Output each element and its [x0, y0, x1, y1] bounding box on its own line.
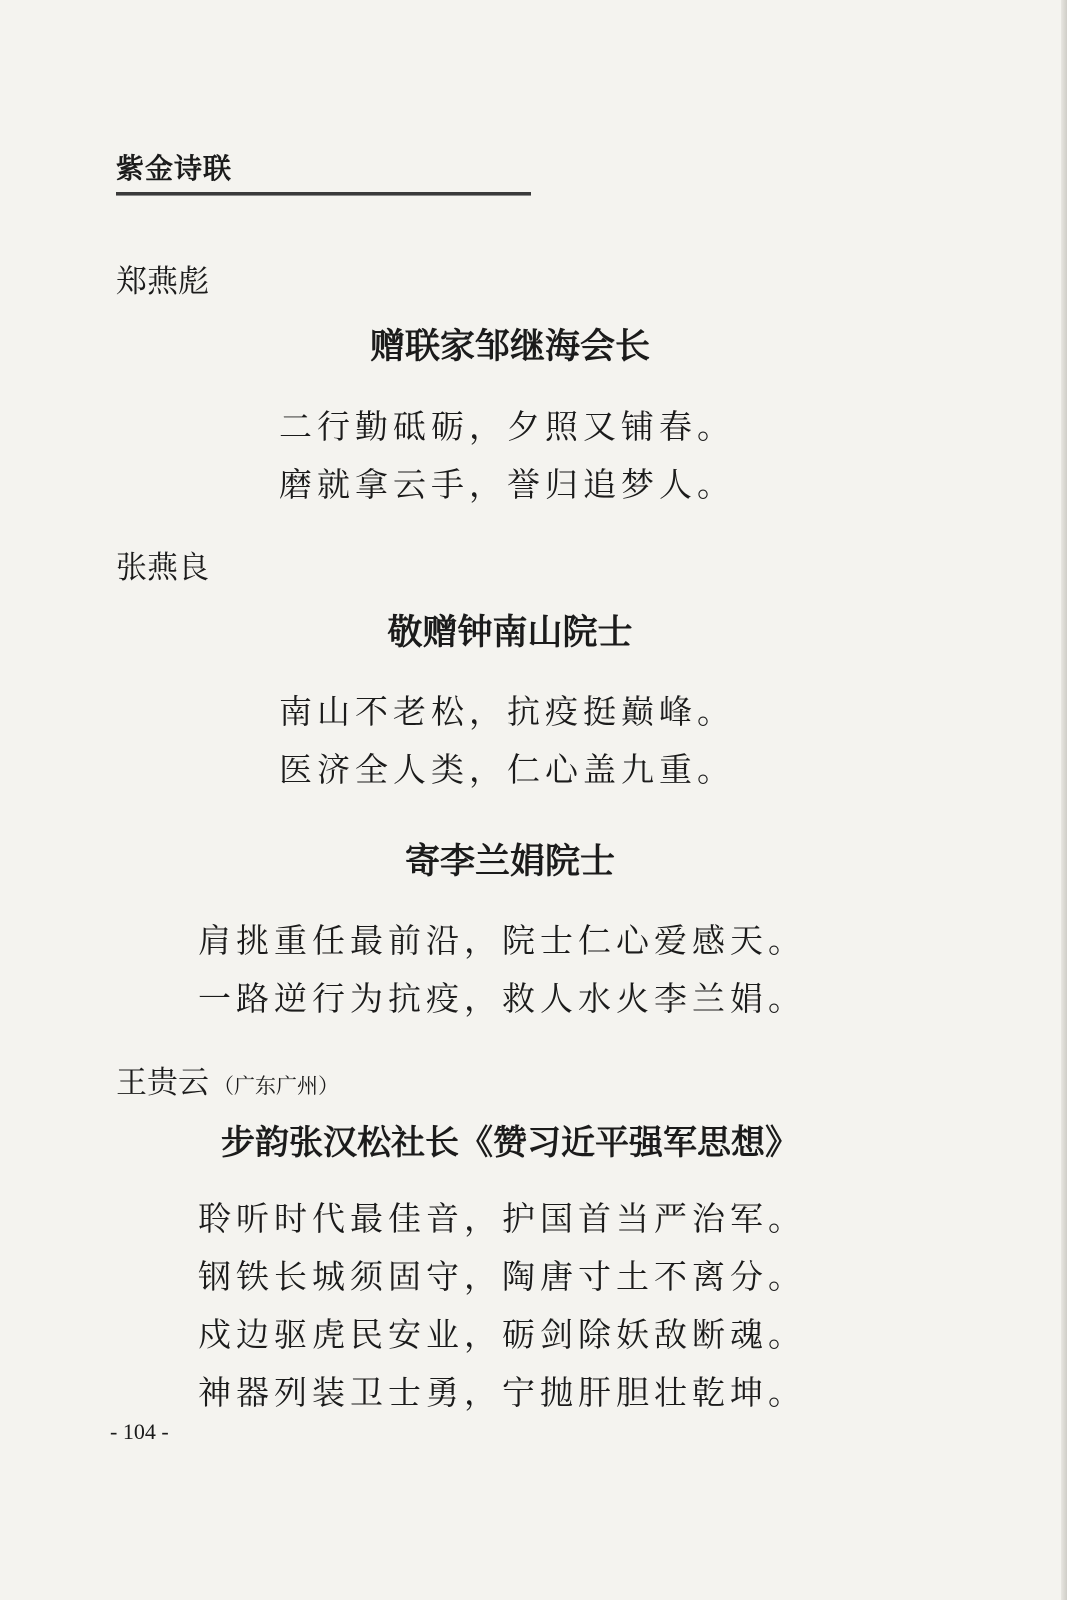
running-header — [116, 152, 531, 196]
poem-line: 神器列装卫士勇，宁抛肝胆壮乾坤。 — [198, 1373, 806, 1412]
poem-title: 步韵张汉松社长《赞习近平强军思想》 — [221, 1123, 799, 1163]
poem-line: 戍边驱虎民安业，砺剑除妖敌断魂。 — [198, 1315, 806, 1354]
poem-line: 一路逆行为抗疫，救人水火李兰娟。 — [198, 979, 806, 1018]
author-origin: （广东广州） — [213, 1074, 339, 1098]
page-number: - 104 - — [110, 1419, 169, 1444]
poem-title: 敬赠钟南山院士 — [387, 613, 633, 653]
poem-line: 肩挑重任最前沿，院士仁心爱感天。 — [198, 921, 806, 960]
poem-line: 磨就拿云手，誉归追梦人。 — [279, 465, 735, 504]
author-name-text: 王贵云 — [116, 1065, 209, 1101]
poem-line: 钢铁长城须固守，陶唐寸土不离分。 — [198, 1257, 806, 1296]
poem-body — [279, 683, 735, 799]
poem-line: 医济全人类，仁心盖九重。 — [279, 750, 735, 789]
author-name — [116, 1063, 339, 1106]
poem-body — [279, 398, 735, 514]
poem-title: 赠联家邹继海会长 — [369, 327, 650, 367]
poem-body — [198, 912, 806, 1028]
page-edge — [1061, 0, 1067, 1600]
poem-line: 聆听时代最佳音，护国首当严治军。 — [198, 1199, 806, 1238]
poem-body — [198, 1190, 806, 1422]
author-name: 郑燕彪 — [116, 264, 209, 300]
poem-line: 南山不老松，抗疫挺巅峰。 — [279, 692, 735, 731]
author-name: 张燕良 — [116, 550, 209, 586]
poem-line: 二行勤砥砺，夕照又铺春。 — [279, 407, 735, 446]
header-title: 紫金诗联 — [116, 152, 233, 185]
header-rule — [116, 192, 531, 196]
poem-title: 寄李兰娟院士 — [404, 842, 615, 882]
